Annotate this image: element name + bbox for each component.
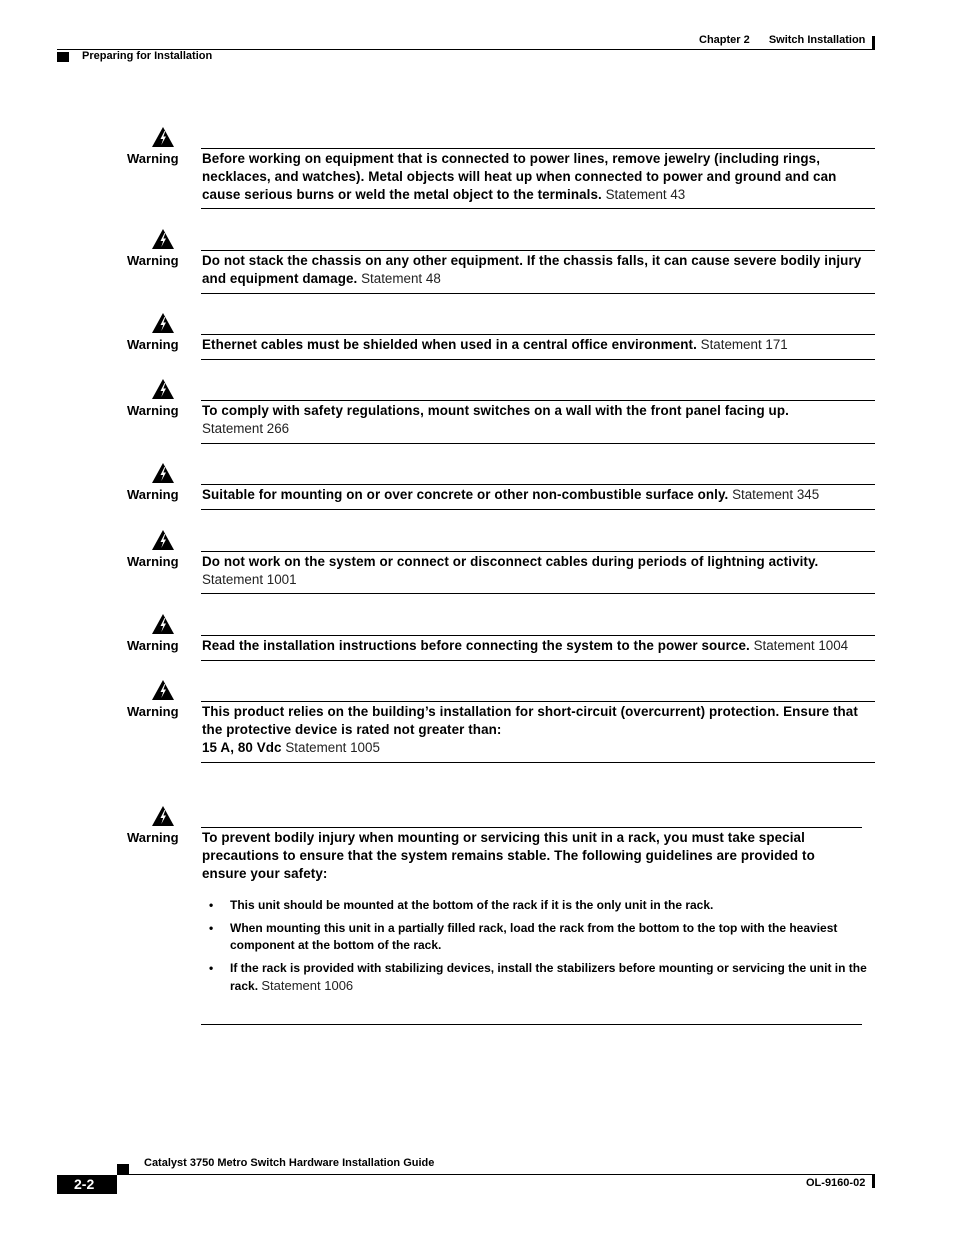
guideline-text: When mounting this unit in a partially filled rack, load the rack from the bottom to the top with the heaviest component at the bottom of the rack.: [230, 921, 838, 952]
warning-top-rule: [201, 701, 875, 702]
list-item: • If the rack is provided with stabilizing devices, install the stabilizers before mounting or servicing the unit in the rack. Statement 1006: [209, 961, 867, 993]
statement-number: Statement 1006: [261, 978, 354, 993]
warning-icon: [151, 312, 175, 334]
header-marker: [57, 52, 69, 62]
document-number: OL-9160-02: [806, 1177, 866, 1189]
guideline-text: This unit should be mounted at the bottom of the rack if it is the only unit in the rack.: [230, 898, 714, 912]
warning-top-rule: [201, 551, 875, 552]
running-header: [699, 34, 865, 46]
warning-top-rule: [201, 250, 875, 251]
warning-icon: [151, 529, 175, 551]
warning-label: Warning: [127, 337, 179, 352]
warning-top-rule: [201, 484, 875, 485]
warning-label: Warning: [127, 487, 179, 502]
warning-bold-text: To prevent bodily injury when mounting or servicing this unit in a rack, you must take special precautions to ensure that the system remains stable. The following guidelines are provided to ensure your safety:: [202, 830, 815, 881]
rating-value: 15 A, 80 Vdc: [202, 740, 282, 755]
warning-bottom-rule: [201, 208, 875, 209]
warning-bold-text: Ethernet cables must be shielded when used in a central office environment.: [202, 337, 697, 352]
list-item: • This unit should be mounted at the bottom of the rack if it is the only unit in the rack.: [209, 898, 714, 912]
list-item: • When mounting this unit in a partially filled rack, load the rack from the bottom to the top with the heaviest component at the bottom of the rack.: [209, 921, 838, 952]
section-title: Preparing for Installation: [82, 50, 213, 62]
warning-text: [202, 336, 874, 354]
warning-bold-text: Before working on equipment that is connected to power lines, remove jewelry (including rings, necklaces, and watches). Metal objects will heat up when connected to power and ground and can cause serious burns or weld the metal object to the terminals.: [202, 151, 837, 202]
statement-number: Statement 1004: [753, 638, 849, 653]
statement-number: Statement 43: [605, 187, 686, 202]
warning-text: [202, 252, 874, 288]
warning-text: [202, 637, 874, 655]
warning-top-rule: [201, 334, 875, 335]
warning-bold-text: To comply with safety regulations, mount switches on a wall with the front panel facing up.: [202, 403, 789, 418]
statement-number: Statement 48: [361, 271, 441, 286]
warning-bottom-rule: [201, 1024, 862, 1025]
warning-label: Warning: [127, 253, 179, 268]
warning-text: [202, 553, 874, 589]
warning-icon: [151, 805, 175, 827]
warning-label: Warning: [127, 554, 179, 569]
warning-text: [202, 150, 874, 204]
warning-bottom-rule: [201, 660, 875, 661]
warning-bold-text: Read the installation instructions before connecting the system to the power source.: [202, 638, 750, 653]
warning-text: [202, 402, 874, 438]
guideline-list: [202, 897, 874, 1001]
statement-number: Statement 1001: [202, 572, 297, 587]
footer-rule: [117, 1174, 875, 1175]
statement-number: Statement 1005: [285, 740, 380, 755]
warning-text: [202, 703, 874, 757]
footer-edge-bar: [872, 1175, 875, 1188]
warning-bold-text: Do not work on the system or connect or disconnect cables during periods of lightning activity.: [202, 554, 819, 569]
warning-label: Warning: [127, 830, 179, 845]
warning-top-rule: [201, 148, 875, 149]
warning-bottom-rule: [201, 509, 875, 510]
warning-icon: [151, 126, 175, 148]
warning-bottom-rule: [201, 762, 875, 763]
page-number: 2-2: [74, 1176, 95, 1192]
warning-bottom-rule: [201, 443, 875, 444]
warning-bold-text: This product relies on the building’s installation for short-circuit (overcurrent) protection. Ensure that the protective device is rated not greater than:: [202, 704, 858, 737]
statement-number: Statement 345: [732, 487, 820, 502]
warning-top-rule: [201, 635, 875, 636]
warning-label: Warning: [127, 403, 179, 418]
warning-label: Warning: [127, 151, 179, 166]
book-title: Catalyst 3750 Metro Switch Hardware Installation Guide: [144, 1157, 435, 1169]
chapter-number: Chapter 2: [699, 34, 750, 46]
warning-top-rule: [201, 827, 862, 828]
warning-icon: [151, 378, 175, 400]
chapter-title: Switch Installation: [768, 34, 866, 46]
statement-number: Statement 266: [202, 421, 290, 436]
statement-number: Statement 171: [700, 337, 788, 352]
warning-label: Warning: [127, 638, 179, 653]
warning-bold-text: Suitable for mounting on or over concrete or other non-combustible surface only.: [202, 487, 729, 502]
warning-text: [202, 486, 874, 504]
warning-icon: [151, 228, 175, 250]
warning-bottom-rule: [201, 593, 875, 594]
guideline-text: If the rack is provided with stabilizing devices, install the stabilizers before mounting or servicing the unit in the rack.: [230, 961, 867, 993]
warning-icon: [151, 462, 175, 484]
warning-icon: [151, 679, 175, 701]
warning-label: Warning: [127, 704, 179, 719]
warning-bold-text: Do not stack the chassis on any other equipment. If the chassis falls, it can cause severe bodily injury and equipment damage.: [202, 253, 862, 286]
warning-bottom-rule: [201, 293, 875, 294]
warning-text: [202, 829, 842, 883]
warning-icon: [151, 613, 175, 635]
header-edge-bar: [872, 36, 875, 50]
warning-top-rule: [201, 400, 875, 401]
warning-bottom-rule: [201, 359, 875, 360]
